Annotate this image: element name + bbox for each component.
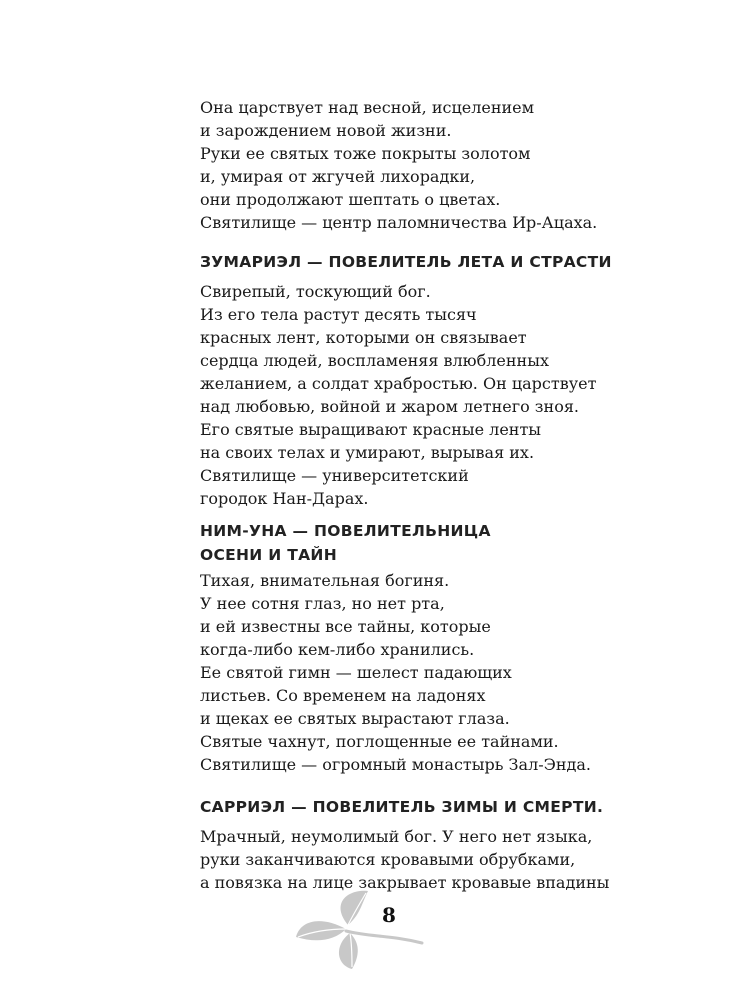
text-line: Из его тела растут десять тысяч <box>200 305 477 324</box>
text-line: Его святые выращивают красные ленты <box>200 420 542 439</box>
text-line: и ей известны все тайны, которые <box>200 617 491 636</box>
text-line: Ее святой гимн — шелест падающих <box>200 663 512 682</box>
section-body-sarriel <box>200 825 620 894</box>
text-line: они продолжают шептать о цветах. <box>200 190 501 209</box>
text-line: У нее сотня глаз, но нет рта, <box>200 594 445 613</box>
text-line: когда-либо кем-либо хранились. <box>200 640 475 659</box>
text-line: а повязка на лице закрывает кровавые впадины <box>200 873 610 892</box>
section-body-nim-una <box>200 569 620 776</box>
text-line: Она царствует над весной, исцелением <box>200 98 535 117</box>
heading-line: ОСЕНИ И ТАЙН <box>200 546 337 564</box>
text-line: и зарождением новой жизни. <box>200 121 452 140</box>
text-line: Святые чахнут, поглощенные ее тайнами. <box>200 732 559 751</box>
text-line: и щеках ее святых вырастают глаза. <box>200 709 510 728</box>
section-heading-zumariel <box>200 250 640 274</box>
text-line: городок Нан-Дарах. <box>200 489 369 508</box>
page-number: 8 <box>382 903 396 927</box>
section-body-zumariel <box>200 280 620 510</box>
text-line: Тихая, внимательная богиня. <box>200 571 450 590</box>
leaf-ornament-icon <box>290 885 430 975</box>
text-line: руки заканчиваются кровавыми обрубками, <box>200 850 576 869</box>
heading-line: НИМ-УНА — ПОВЕЛИТЕЛЬНИЦА <box>200 522 491 540</box>
text-line: красных лент, которыми он связывает <box>200 328 527 347</box>
text-line: Святилище — центр паломничества Ир-Ацаха. <box>200 213 598 232</box>
text-line: Руки ее святых тоже покрыты золотом <box>200 144 531 163</box>
text-line: Мрачный, неумолимый бог. У него нет языка, <box>200 827 593 846</box>
heading-line: САРРИЭЛ — ПОВЕЛИТЕЛЬ ЗИМЫ И СМЕРТИ. <box>200 798 604 816</box>
text-line: желанием, а солдат храбростью. Он царствует <box>200 374 597 393</box>
section-heading-nim-una <box>200 519 640 567</box>
section-heading-sarriel <box>200 795 640 819</box>
text-line: Святилище — огромный монастырь Зал-Энда. <box>200 755 592 774</box>
text-line: Святилище — университетский <box>200 466 469 485</box>
text-line: листьев. Со временем на ладонях <box>200 686 486 705</box>
intro-paragraph <box>200 96 620 234</box>
text-line: над любовью, войной и жаром летнего зноя. <box>200 397 580 416</box>
text-line: Свирепый, тоскующий бог. <box>200 282 431 301</box>
text-line: сердца людей, воспламеняя влюбленных <box>200 351 549 370</box>
text-line: и, умирая от жгучей лихорадки, <box>200 167 476 186</box>
text-line: на своих телах и умирают, вырывая их. <box>200 443 535 462</box>
heading-line: ЗУМАРИЭЛ — ПОВЕЛИТЕЛЬ ЛЕТА И СТРАСТИ <box>200 253 612 271</box>
page-footer <box>290 885 430 975</box>
